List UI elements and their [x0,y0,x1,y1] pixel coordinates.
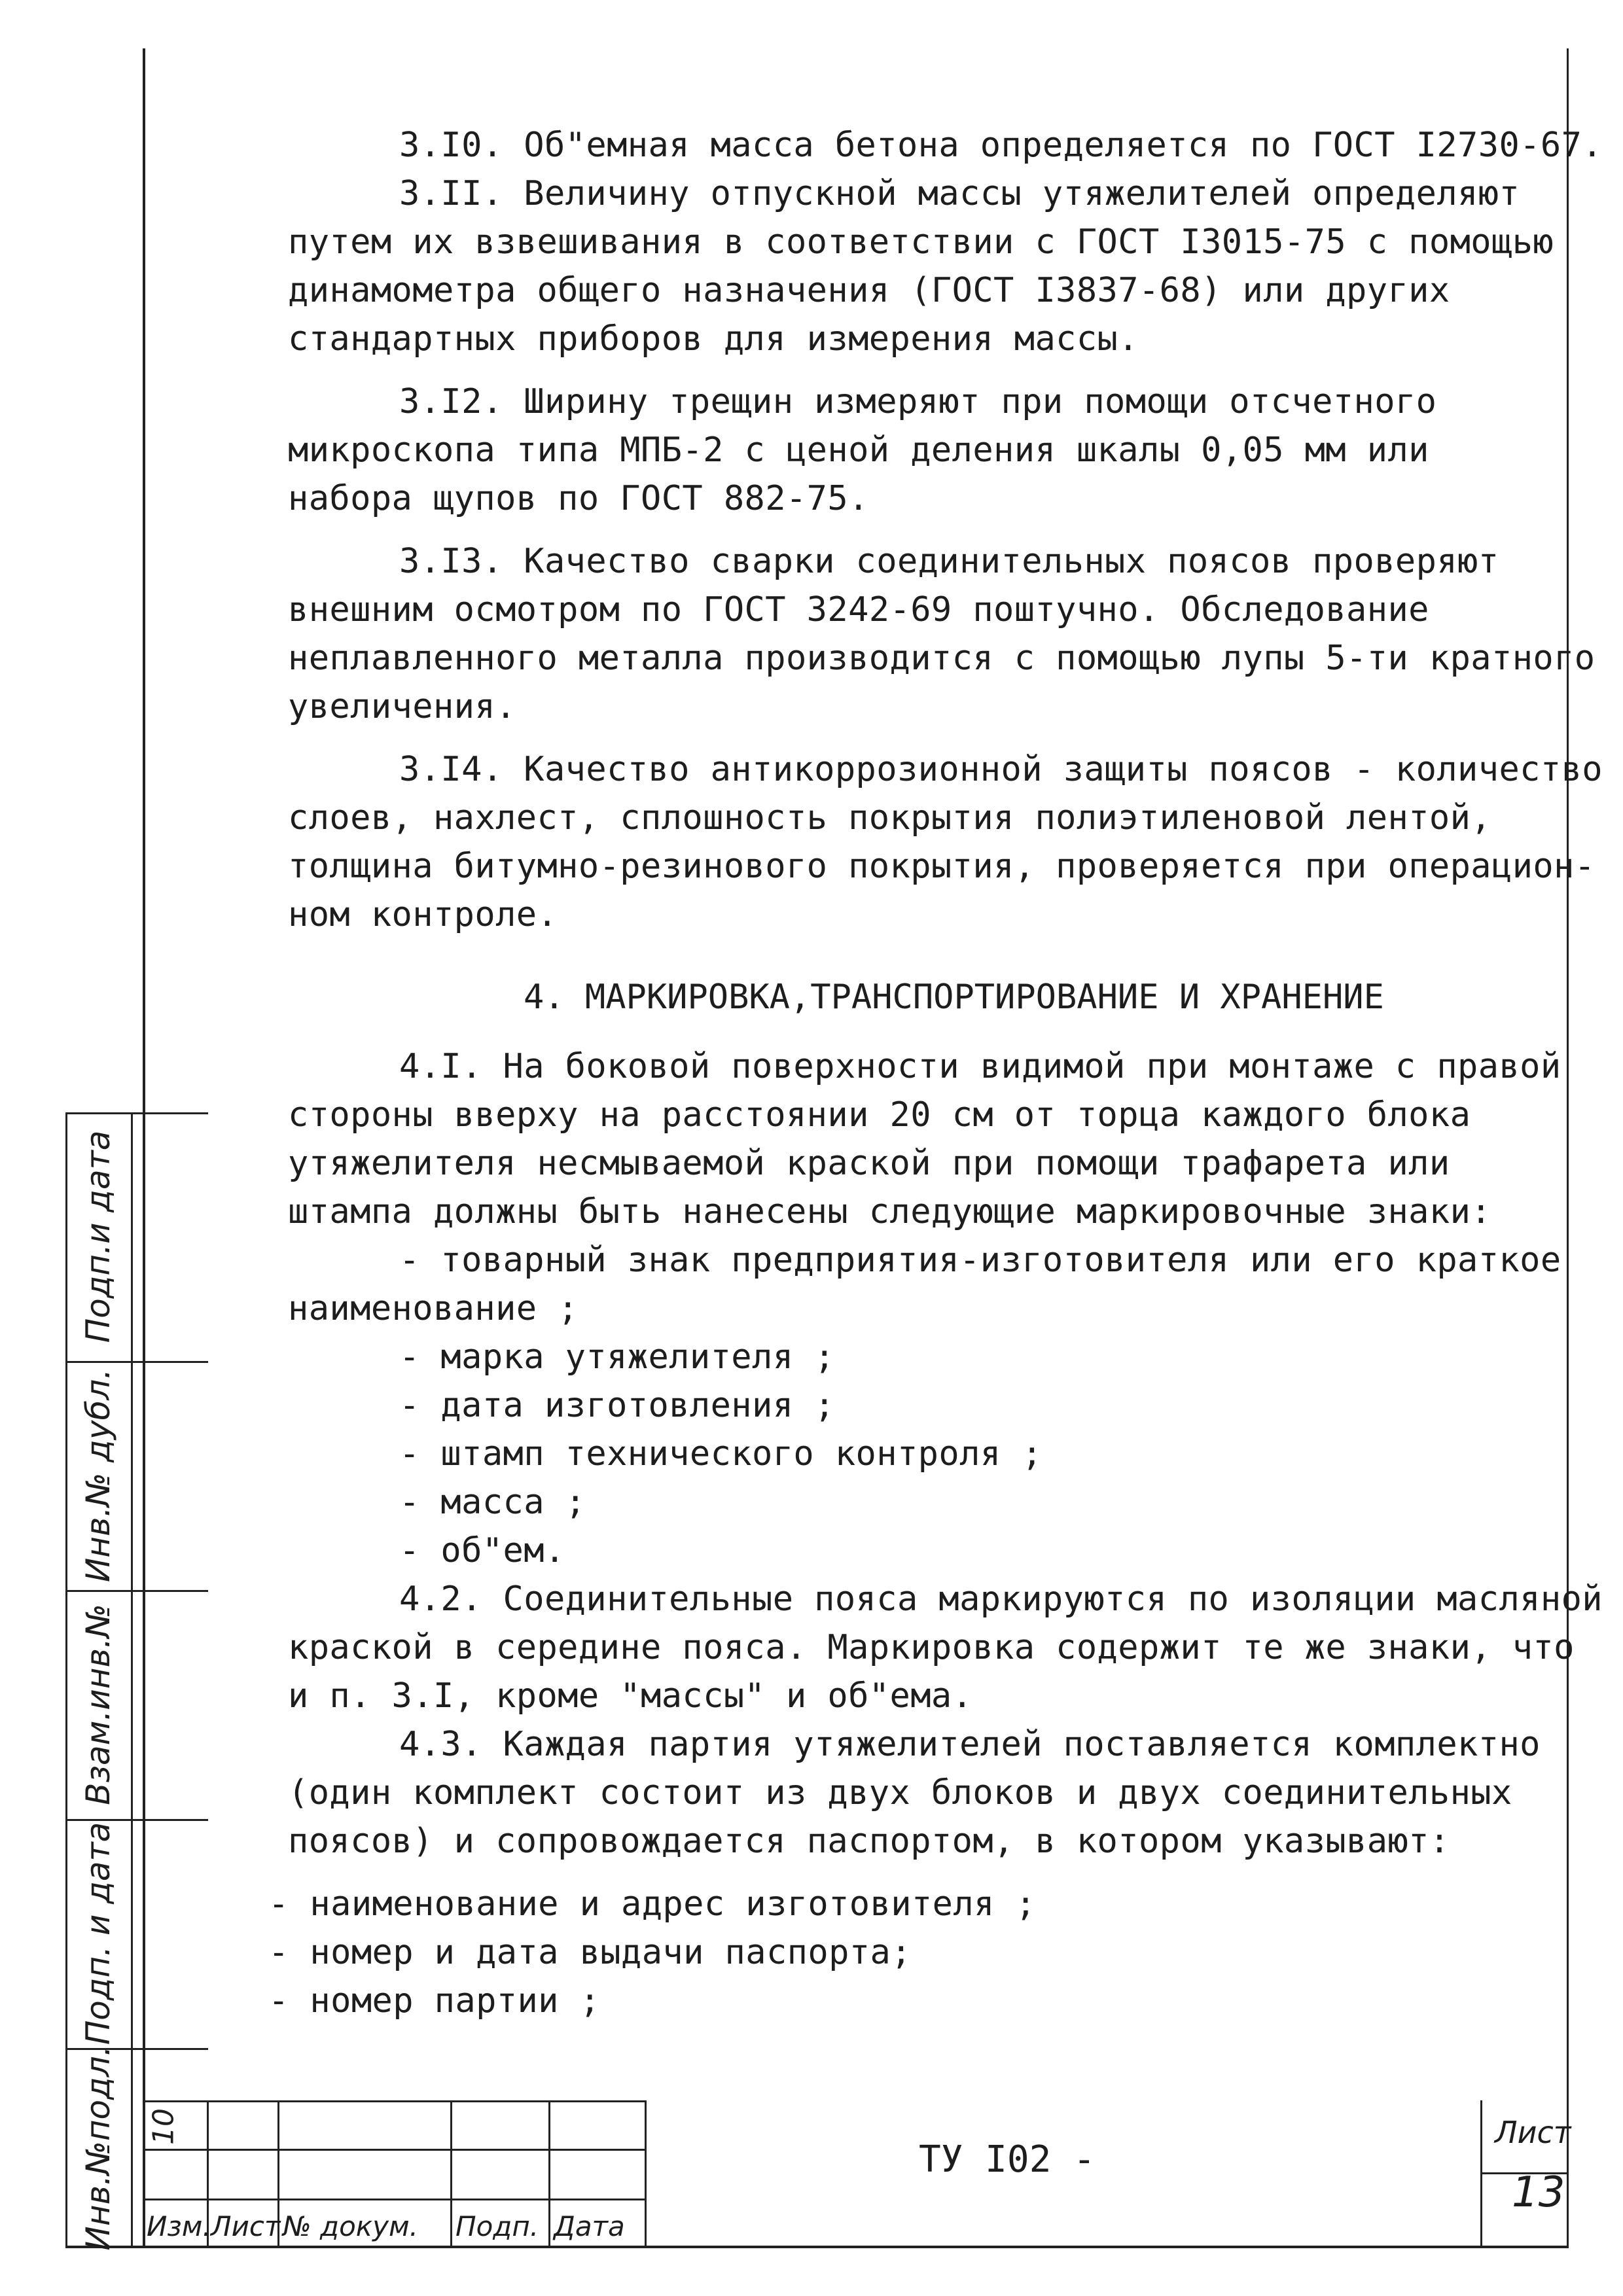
paragraph-4-3: 4.3. Каждая партия утяжелителей поставляется комплектно [399,1725,1541,1764]
column-sheet: Лист [211,2210,281,2242]
side-label-orig-inv: Инв.№подл. [79,2045,117,2251]
list-item: - марка утяжелителя ; [399,1337,835,1377]
text-line: наименование ; [288,1289,579,1328]
document-code: ТУ I02 - [919,2138,1096,2181]
text-line: стандартных приборов для измерения массы. [288,319,1139,359]
text-line: динамометра общего назначения (ГОСТ I3837-68) или других [288,271,1450,310]
paragraph-4-2: 4.2. Соединительные пояса маркируются по изоляции масляной [399,1580,1603,1619]
paragraph-3-12: 3.I2. Ширину трещин измеряют при помощи отсчетного [399,382,1437,421]
text-line: внешним осмотром по ГОСТ 3242-69 поштучно. Обследование [288,590,1429,629]
text-line: краской в середине пояса. Маркировка содержит те же знаки, что [288,1628,1575,1667]
paragraph-3-14: 3.I4. Качество антикоррозионной защиты поясов - количество [399,750,1603,789]
text-line: набора щупов по ГОСТ 882-75. [288,479,869,518]
text-line: ном контроле. [288,895,558,934]
text-line: путем их взвешивания в соответствии с ГОСТ I3015-75 с помощью [288,222,1554,262]
column-doc-no: № докум. [283,2210,419,2242]
sheet-label: Лист [1495,2115,1571,2150]
list-item: - дата изготовления ; [399,1386,835,1425]
text-line: и п. 3.I, кроме "массы" и об"ема. [288,1676,973,1716]
text-line: увеличения. [288,687,516,726]
text-line: утяжелителя несмываемой краской при помощи трафарета или [288,1144,1450,1183]
list-item: - об"ем. [399,1531,565,1570]
text-line: поясов) и сопровождается паспортом, в котором указывают: [288,1822,1450,1861]
list-item: - масса ; [399,1483,586,1522]
side-label-dup-inv: Инв.№ дубл. [79,1368,117,1583]
text-line: слоев, нахлест, сплошность покрытия полиэтиленовой лентой, [288,798,1491,838]
text-line: стороны вверху на расстоянии 20 см от торца каждого блока [288,1095,1471,1135]
paragraph-4-1: 4.I. На боковой поверхности видимой при монтаже с правой [399,1047,1561,1086]
text-line: микроскопа типа МПБ-2 с ценой деления шкалы 0,05 мм или [288,431,1429,470]
sheet-number: 13 [1512,2168,1565,2217]
title-block [143,2100,1569,2248]
list-item: - номер и дата выдачи паспорта; [268,1933,912,1972]
text-line: неплавленного металла производится с помощью лупы 5-ти кратного [288,639,1596,678]
paragraph-3-10: 3.I0. Об"емная масса бетона определяется по ГОСТ I2730-67. [399,126,1603,165]
side-label-sign-date: Подп.и дата [79,1130,117,1343]
side-label-sign-date-2: Подп. и дата [79,1822,117,2045]
frame-left-border [143,48,145,2248]
list-item: - номер партии ; [268,1981,601,2021]
paragraph-3-11: 3.II. Величину отпускной массы утяжелителей определяют [399,174,1520,213]
list-item: - штамп технического контроля ; [399,1434,1043,1474]
paragraph-3-13: 3.I3. Качество сварки соединительных поясов проверяют [399,542,1499,581]
text-line: (один комплект состоит из двух блоков и двух соединительных [288,1773,1512,1812]
side-stamp-value: 10 [147,2108,181,2145]
text-line: штампа должны быть нанесены следующие маркировочные знаки: [288,1192,1491,1231]
section-heading-4: 4. МАРКИРОВКА,ТРАНСПОРТИРОВАНИЕ И ХРАНЕНИЕ [524,978,1384,1017]
column-change: Изм. [147,2210,211,2242]
text-line: толщина битумно-резинового покрытия, проверяется при операцион- [288,847,1596,886]
column-date: Дата [554,2210,625,2242]
list-item: - наименование и адрес изготовителя ; [268,1884,1037,1924]
frame-right-border [1567,48,1569,2248]
column-sign: Подп. [455,2210,539,2242]
side-label-replace-inv: Взам.инв.№ [79,1604,117,1805]
list-item: - товарный знак предприятия-изготовителя или его краткое [399,1241,1561,1280]
